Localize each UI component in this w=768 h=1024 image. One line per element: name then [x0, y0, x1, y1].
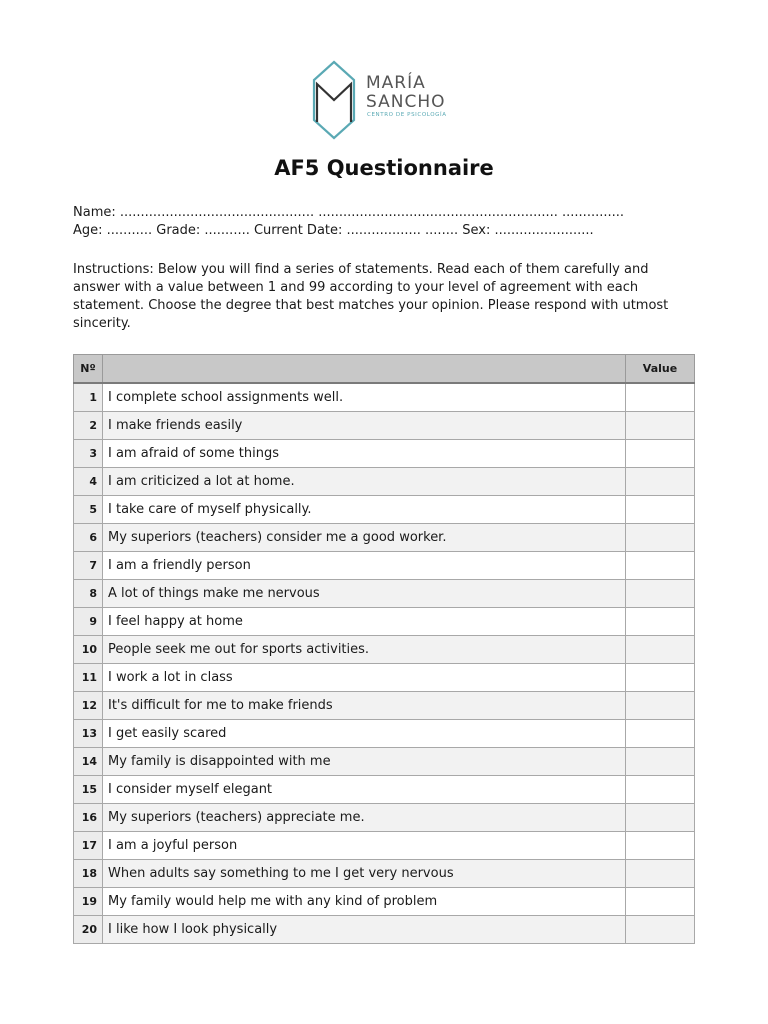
value-input-cell[interactable]: [626, 720, 695, 748]
row-statement: I complete school assignments well.: [103, 383, 626, 412]
row-number: 5: [74, 496, 103, 524]
header-number: Nº: [74, 355, 103, 384]
row-number: 15: [74, 776, 103, 804]
value-input-cell[interactable]: [626, 916, 695, 944]
row-number: 19: [74, 888, 103, 916]
row-statement: I consider myself elegant: [103, 776, 626, 804]
table-row: [74, 440, 695, 468]
table-row: [74, 636, 695, 664]
row-number: 11: [74, 664, 103, 692]
value-input-cell[interactable]: [626, 608, 695, 636]
row-number: 17: [74, 832, 103, 860]
row-number: 3: [74, 440, 103, 468]
value-input-cell[interactable]: [626, 664, 695, 692]
value-input-cell[interactable]: [626, 860, 695, 888]
value-input-cell[interactable]: [626, 748, 695, 776]
row-statement: I am afraid of some things: [103, 440, 626, 468]
row-statement: I am criticized a lot at home.: [103, 468, 626, 496]
value-input-cell[interactable]: [626, 468, 695, 496]
row-statement: It's difficult for me to make friends: [103, 692, 626, 720]
row-statement: When adults say something to me I get very nervous: [103, 860, 626, 888]
table-row: [74, 860, 695, 888]
row-statement: My superiors (teachers) consider me a good worker.: [103, 524, 626, 552]
table-row: [74, 916, 695, 944]
table-row: [74, 608, 695, 636]
value-input-cell[interactable]: [626, 412, 695, 440]
value-input-cell[interactable]: [626, 552, 695, 580]
table-row: [74, 412, 695, 440]
table-row: [74, 748, 695, 776]
value-input-cell[interactable]: [626, 692, 695, 720]
table-row: [74, 524, 695, 552]
page-title: AF5 Questionnaire: [274, 156, 494, 180]
table-row: [74, 832, 695, 860]
row-statement: I like how I look physically: [103, 916, 626, 944]
table-row: [74, 776, 695, 804]
row-number: 13: [74, 720, 103, 748]
table-row: [74, 888, 695, 916]
row-number: 10: [74, 636, 103, 664]
row-number: 9: [74, 608, 103, 636]
row-number: 1: [74, 383, 103, 412]
table-row: [74, 552, 695, 580]
row-statement: My family is disappointed with me: [103, 748, 626, 776]
logo: [312, 60, 462, 140]
table-row: [74, 720, 695, 748]
row-number: 2: [74, 412, 103, 440]
row-number: 4: [74, 468, 103, 496]
table-row: [74, 664, 695, 692]
row-statement: I work a lot in class: [103, 664, 626, 692]
row-statement: I am a joyful person: [103, 832, 626, 860]
table-header-row: [74, 355, 695, 384]
logo-name-first: MARÍA: [366, 73, 426, 93]
table-row: [74, 804, 695, 832]
row-number: 16: [74, 804, 103, 832]
row-statement: People seek me out for sports activities.: [103, 636, 626, 664]
value-input-cell[interactable]: [626, 776, 695, 804]
table-row: [74, 580, 695, 608]
row-statement: I get easily scared: [103, 720, 626, 748]
row-number: 20: [74, 916, 103, 944]
table-row: [74, 468, 695, 496]
row-number: 12: [74, 692, 103, 720]
row-number: 6: [74, 524, 103, 552]
row-statement: I take care of myself physically.: [103, 496, 626, 524]
value-input-cell[interactable]: [626, 804, 695, 832]
logo-wordmark: [366, 74, 446, 112]
instructions-text: Instructions: Below you will find a series of statements. Read each of them carefully and answer with a value between 1 and 99 according to your level of agreement with each statement. Choose the degree that best matches your opinion. Please respond with utmost sincerity.: [73, 262, 669, 331]
row-statement: I am a friendly person: [103, 552, 626, 580]
table-row: [74, 496, 695, 524]
value-input-cell[interactable]: [626, 524, 695, 552]
row-number: 14: [74, 748, 103, 776]
row-statement: My superiors (teachers) appreciate me.: [103, 804, 626, 832]
value-input-cell[interactable]: [626, 888, 695, 916]
row-statement: A lot of things make me nervous: [103, 580, 626, 608]
logo-subtitle: CENTRO DE PSICOLOGÍA: [367, 112, 447, 118]
value-input-cell[interactable]: [626, 580, 695, 608]
value-input-cell[interactable]: [626, 383, 695, 412]
logo-mark-icon: [312, 60, 356, 140]
header-statement: [103, 355, 626, 384]
table-row: [74, 692, 695, 720]
logo-name-last: SANCHO: [366, 92, 446, 112]
name-field-line: Name: ............................................... .......................................................... ...............: [73, 205, 625, 220]
value-input-cell[interactable]: [626, 832, 695, 860]
header-value: Value: [626, 355, 695, 384]
row-number: 8: [74, 580, 103, 608]
row-statement: My family would help me with any kind of problem: [103, 888, 626, 916]
row-number: 7: [74, 552, 103, 580]
details-field-line: Age: ........... Grade: ........... Current Date: .................. ........ Sex: ........................: [73, 223, 594, 238]
row-statement: I feel happy at home: [103, 608, 626, 636]
value-input-cell[interactable]: [626, 636, 695, 664]
table-row: [74, 383, 695, 412]
row-number: 18: [74, 860, 103, 888]
row-statement: I make friends easily: [103, 412, 626, 440]
value-input-cell[interactable]: [626, 496, 695, 524]
questionnaire-table: [73, 354, 695, 944]
value-input-cell[interactable]: [626, 440, 695, 468]
